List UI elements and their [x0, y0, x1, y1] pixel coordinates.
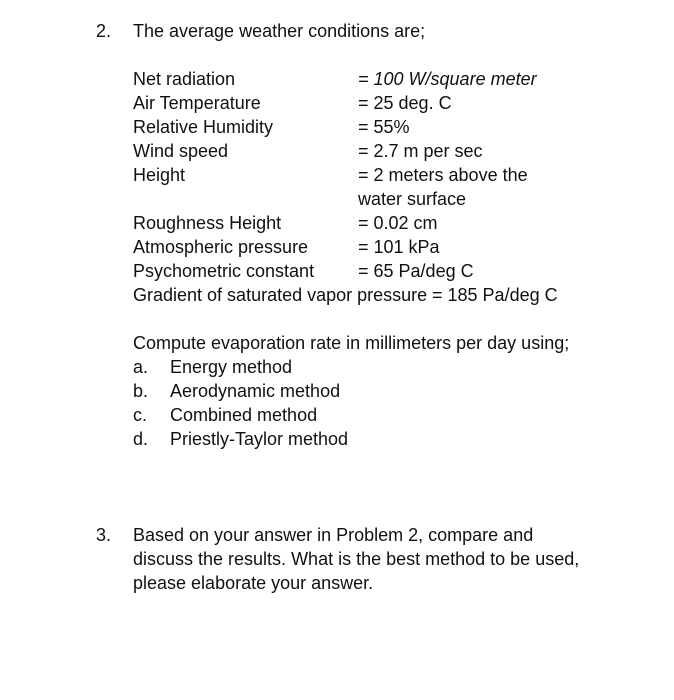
condition-value: = 65 Pa/deg C	[358, 261, 474, 281]
condition-label: Wind speed	[133, 141, 229, 161]
method-letter: c.	[133, 405, 148, 425]
condition-value-continued: water surface	[358, 189, 467, 209]
condition-label: Relative Humidity	[133, 117, 274, 137]
method-text: Priestly-Taylor method	[170, 429, 349, 449]
condition-label: Gradient of saturated vapor pressure	[133, 285, 428, 305]
condition-label: Air Temperature	[133, 93, 261, 113]
condition-value: = 25 deg. C	[358, 93, 452, 113]
condition-value: = 100 W/square meter	[358, 69, 537, 89]
method-letter: b.	[133, 381, 149, 401]
condition-value: = 2 meters above the	[358, 165, 528, 185]
condition-value: = 185 Pa/deg C	[432, 285, 558, 305]
method-letter: a.	[133, 357, 149, 377]
condition-value: = 55%	[358, 117, 410, 137]
problem-3-line: discuss the results. What is the best method to be used,	[133, 549, 580, 569]
condition-label: Atmospheric pressure	[133, 237, 309, 257]
method-text: Energy method	[170, 357, 293, 377]
condition-value: = 2.7 m per sec	[358, 141, 483, 161]
problem-3-line: Based on your answer in Problem 2, compare and	[133, 525, 534, 545]
condition-label: Net radiation	[133, 69, 236, 89]
condition-label: Psychometric constant	[133, 261, 315, 281]
method-letter: d.	[133, 429, 149, 449]
condition-value: = 101 kPa	[358, 237, 440, 257]
condition-value: = 0.02 cm	[358, 213, 438, 233]
compute-prompt: Compute evaporation rate in millimeters per day using;	[133, 333, 570, 353]
method-text: Aerodynamic method	[170, 381, 341, 401]
problem-3-line: please elaborate your answer.	[133, 573, 374, 593]
problem-2-intro: The average weather conditions are;	[133, 21, 426, 41]
problem-2-number: 2.	[96, 21, 112, 41]
problem-3-number: 3.	[96, 525, 112, 545]
condition-label: Roughness Height	[133, 213, 282, 233]
method-text: Combined method	[170, 405, 318, 425]
condition-label: Height	[133, 165, 186, 185]
